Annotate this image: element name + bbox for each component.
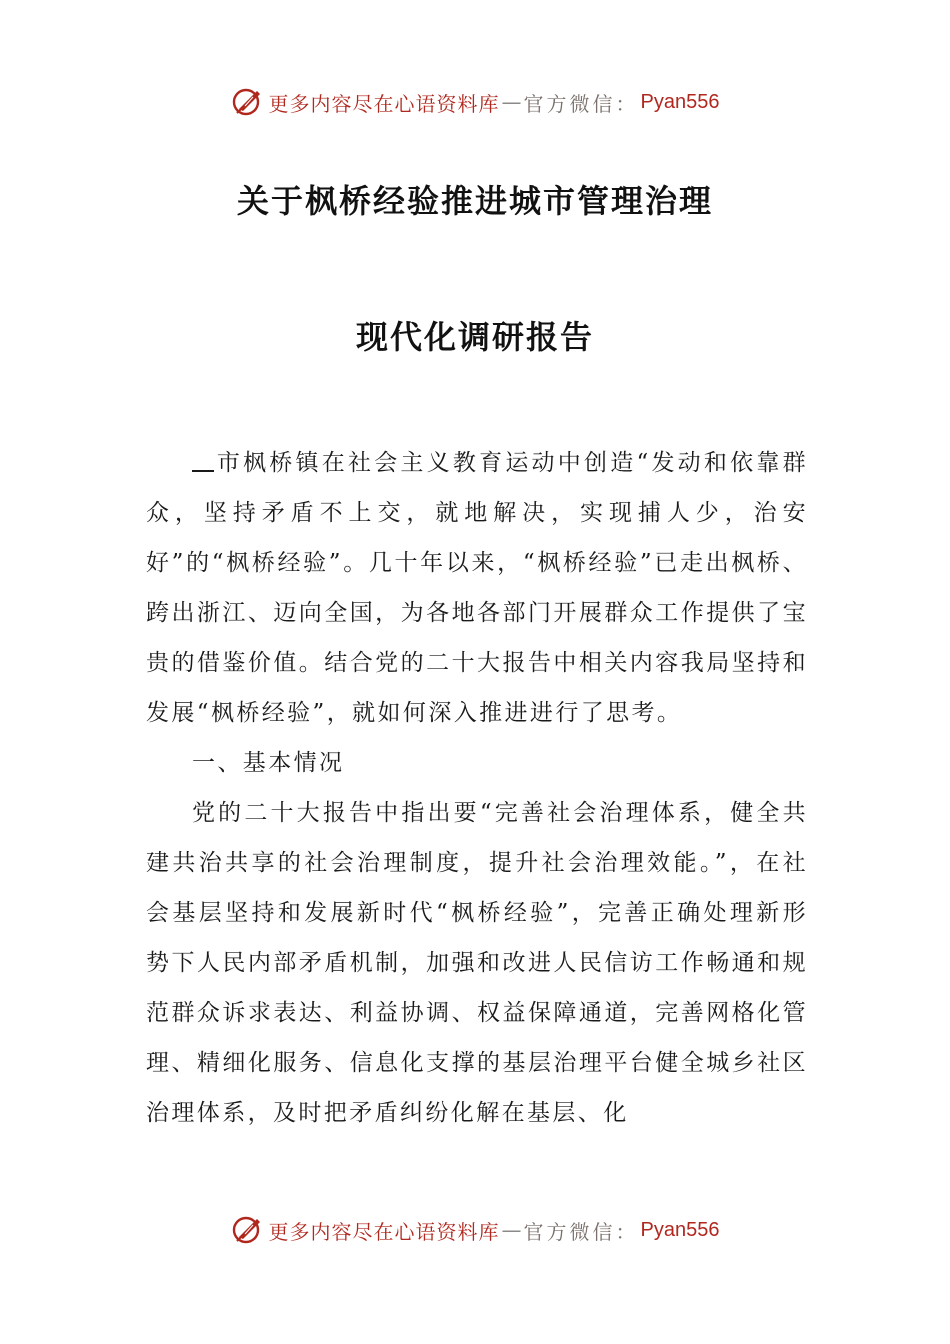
document-title-line1: 关于枫桥经验推进城市管理治理	[236, 182, 713, 220]
watermark-wechat-label: 官方微信：	[523, 1219, 639, 1244]
intro-paragraph	[146, 438, 808, 738]
watermark-wechat-id: Pyan556	[640, 1218, 720, 1241]
watermark-separator: —	[501, 90, 522, 114]
watermark-wechat-id: Pyan556	[640, 90, 720, 113]
watermark-banner-top	[0, 82, 950, 122]
intro-paragraph-text: 市枫桥镇在社会主义教育运动中创造“发动和依靠群众，坚持矛盾不上交，就地解决，实现捕人少，治安好”的“枫桥经验”。几十年以来，“枫桥经验”已走出枫桥、跨出浙江、迈向全国，为各地各部门开展群众工作提供了宝贵的借鉴价值。结合党的二十大报告中相关内容我局坚持和发展“枫桥经验”，就如何深入推进进行了思考。	[146, 450, 808, 726]
document-title-line2: 现代化调研报告	[355, 318, 594, 356]
section1-paragraph: 党的二十大报告中指出要“完善社会治理体系，健全共建共治共享的社会治理制度，提升社会治理效能。”，在社会基层坚持和发展新时代“枫桥经验”，完善正确处理新形势下人民内部矛盾机制，加强和改进人民信访工作畅通和规范群众诉求表达、利益协调、权益保障通道，完善网格化管理、精细化服务、信息化支撑的基层治理平台健全城乡社区治理体系，及时把矛盾纠纷化解在基层、化	[146, 800, 808, 1126]
watermark-banner-bottom	[0, 1210, 950, 1250]
document-body	[146, 438, 808, 1138]
quill-logo-icon	[231, 1213, 265, 1247]
watermark-wechat-label: 官方微信：	[523, 91, 639, 116]
watermark-site-text: 更多内容尽在心语资料库	[268, 1219, 500, 1244]
watermark-separator: —	[501, 1218, 522, 1242]
quill-logo-icon	[231, 85, 265, 119]
redacted-blank	[192, 446, 214, 472]
section-heading-basic-situation: 一、基本情况	[192, 750, 345, 776]
watermark-site-text: 更多内容尽在心语资料库	[268, 91, 500, 116]
